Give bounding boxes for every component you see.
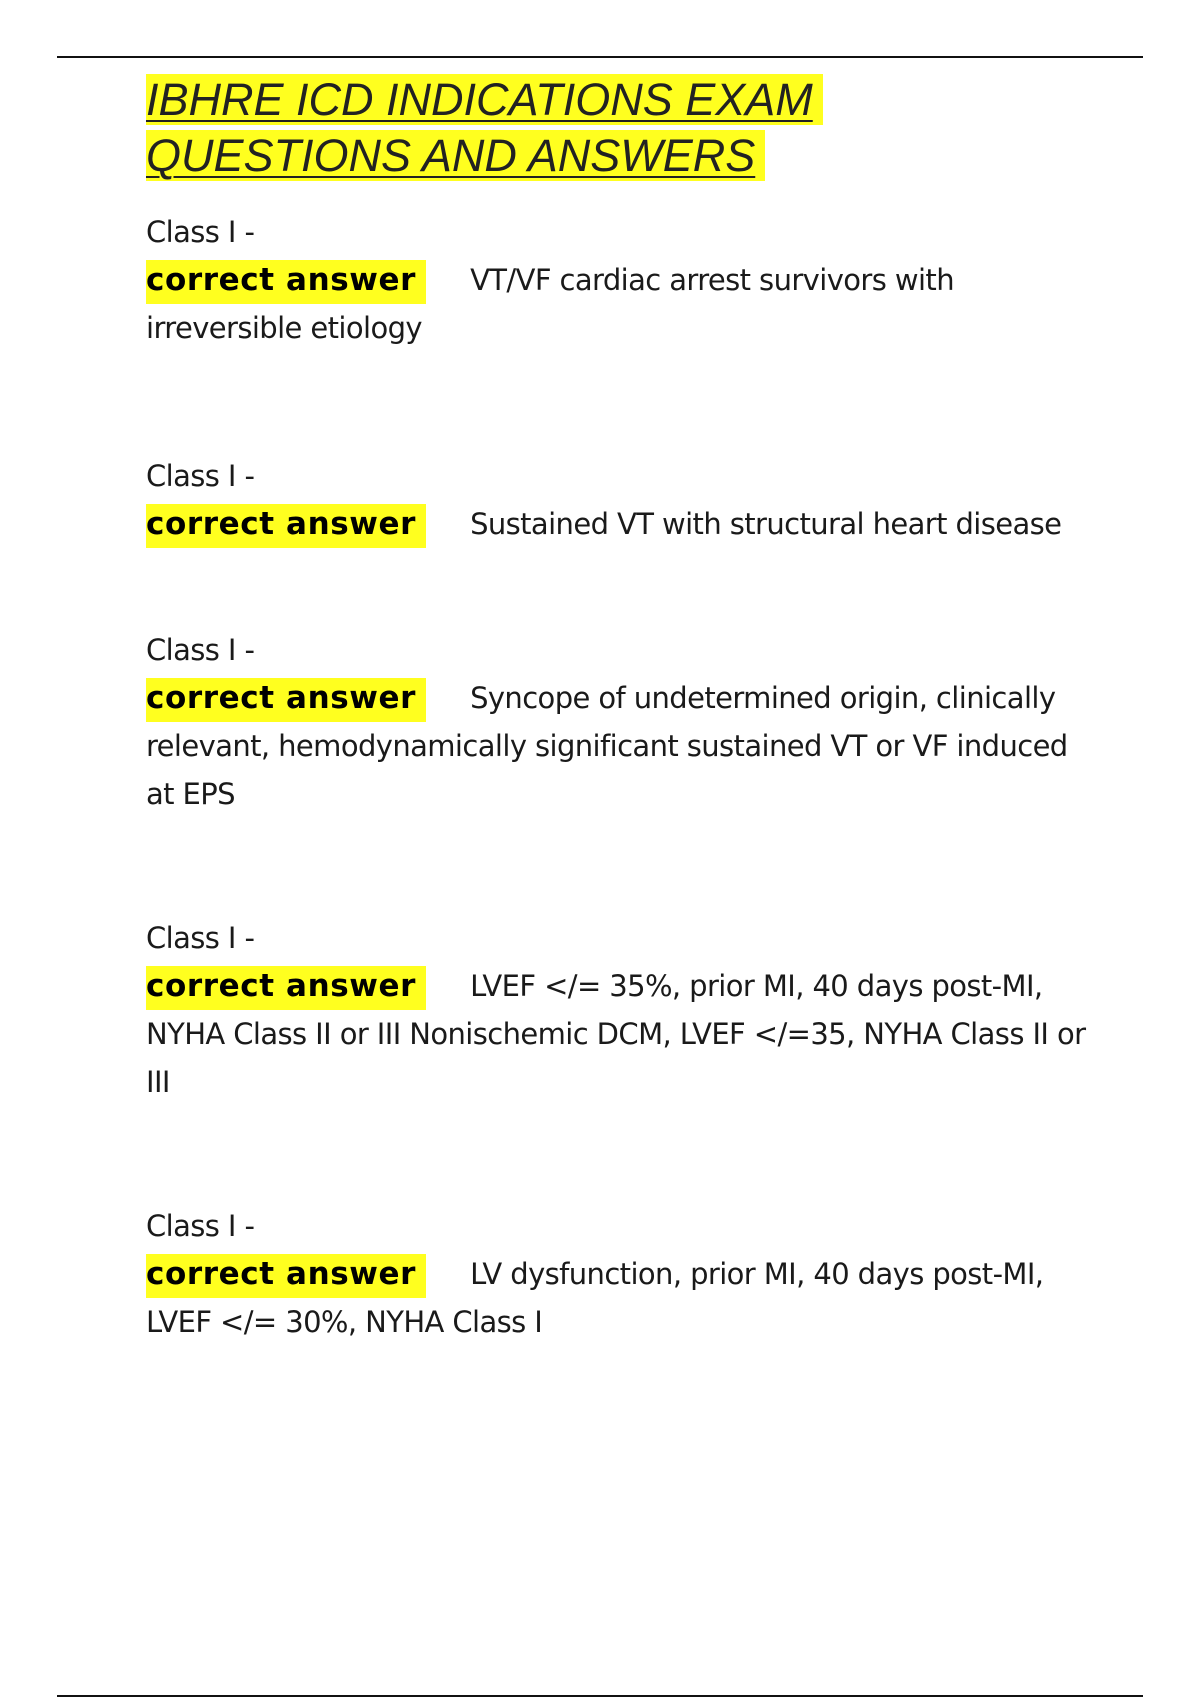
question-text: Class I -	[146, 633, 255, 667]
answer-text: Syncope of undetermined origin, clinically relevant, hemodynamically significant sustained VT or VF induced at EPS	[146, 681, 1068, 811]
title-line-1: IBHRE ICD INDICATIONS EXAM	[146, 74, 823, 125]
correct-answer-label: correct answer	[146, 504, 426, 548]
correct-answer-label: correct answer	[146, 1254, 426, 1298]
qa-item-5	[146, 1202, 1086, 1346]
qa-item-4	[146, 914, 1086, 1106]
answer-text: VT/VF cardiac arrest survivors with irreversible etiology	[146, 263, 954, 345]
correct-answer-label: correct answer	[146, 260, 426, 304]
answer-text: Sustained VT with structural heart disease	[470, 507, 1062, 541]
question-text: Class I -	[146, 215, 255, 249]
document-body	[146, 72, 1086, 1346]
header-rule	[57, 56, 1143, 58]
question-text: Class I -	[146, 921, 255, 955]
qa-item-2	[146, 452, 1086, 548]
qa-item-1	[146, 208, 1086, 352]
title-line-2: QUESTIONS AND ANSWERS	[146, 130, 765, 181]
question-text: Class I -	[146, 1209, 255, 1243]
correct-answer-label: correct answer	[146, 966, 426, 1010]
answer-text: LVEF </= 35%, prior MI, 40 days post-MI, NYHA Class II or III Nonischemic DCM, LVEF </=35, NYHA Class II or III	[146, 969, 1086, 1099]
document-title	[146, 72, 1086, 184]
footer-rule	[57, 1695, 1143, 1697]
qa-item-3	[146, 626, 1086, 818]
question-text: Class I -	[146, 459, 255, 493]
correct-answer-label: correct answer	[146, 678, 426, 722]
answer-text: LV dysfunction, prior MI, 40 days post-MI, LVEF </= 30%, NYHA Class I	[146, 1257, 1044, 1339]
